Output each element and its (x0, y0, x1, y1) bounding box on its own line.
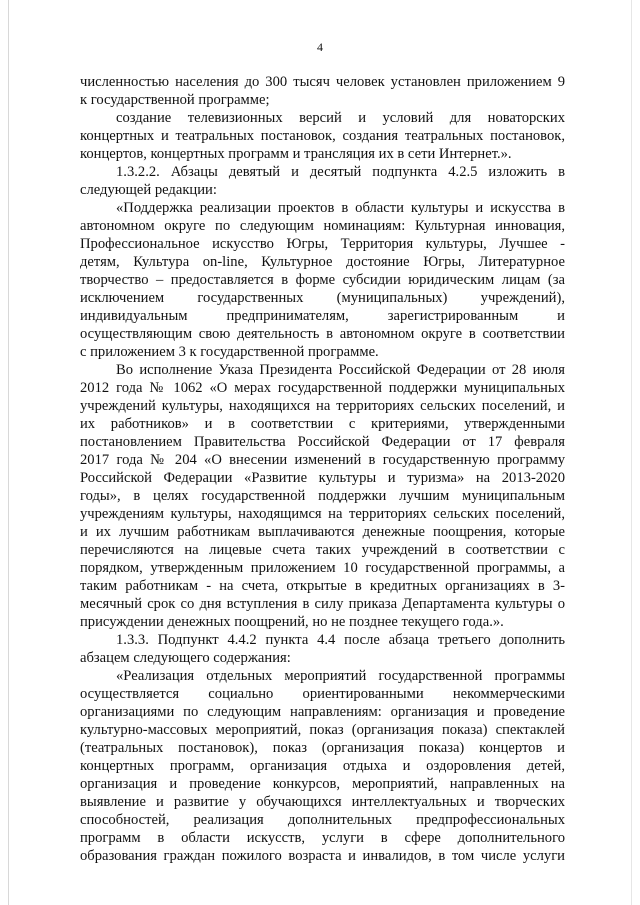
text-line: «Поддержка реализации проектов в области культуры и искусства в (116, 200, 565, 216)
text-line: 1.3.3. Подпункт 4.4.2 пункта 4.4 после абзаца третьего дополнить (116, 632, 565, 648)
text-line: способностей, реализация дополнительных предпрофессиональных (80, 812, 565, 828)
text-line: концертных и театральных постановок, создания театральных постановок, (80, 128, 565, 144)
text-line: к государственной программе; (80, 92, 270, 108)
text-line: создание телевизионных версий и условий для новаторских (116, 110, 565, 126)
text-line: исключением государственных (муниципальных) учреждений), (80, 290, 565, 306)
text-line: 2017 года № 204 «О внесении изменений в государственную программу (80, 452, 565, 468)
text-line: «Реализация отдельных мероприятий государственной программы (116, 668, 565, 684)
text-line: организация и проведение конкурсов, мероприятий, направленных на (80, 776, 565, 792)
text-line: следующей редакции: (80, 182, 217, 198)
text-line: годы», в целях государственной поддержки лучшим муниципальным (80, 488, 565, 504)
text-line: порядком, утвержденным приложением 10 государственной программы, а (80, 560, 565, 576)
text-line: 1.3.2.2. Абзацы девятый и десятый подпункта 4.2.5 изложить в (116, 164, 565, 180)
text-line: выявление и развитие у обучающихся интеллектуальных и творческих (80, 794, 565, 810)
text-line: таким работникам - на счета, открытые в кредитных организациях в 3- (80, 578, 565, 594)
text-line: с приложением 3 к государственной программе. (80, 344, 379, 360)
text-line: постановлением Правительства Российской Федерации от 17 февраля (80, 434, 565, 450)
scan-edge-right (631, 0, 632, 905)
text-line: численностью населения до 300 тысяч человек установлен приложением 9 (80, 74, 565, 90)
text-line: автономном округе по следующим номинациям: Культурная инновация, (80, 218, 565, 234)
text-line: перечисляются на лицевые счета таких учреждений в соответствии с (80, 542, 565, 558)
text-line: осуществляется социально ориентированными некоммерческими (80, 686, 565, 702)
text-line: присуждении денежных поощрений, но не позднее текущего года.». (80, 614, 504, 630)
text-line: их работников» и в соответствии с критериями, утвержденными (80, 416, 565, 432)
text-line: организациями по следующим направлениям: организация и проведение (80, 704, 565, 720)
text-line: 2012 года № 1062 «О мерах государственной поддержки муниципальных (80, 380, 565, 396)
scan-edge-left (8, 0, 9, 905)
text-line: учреждений культуры, находящихся на территориях сельских поселений, и (80, 398, 565, 414)
page-number: 4 (317, 40, 323, 54)
text-line: и их лучшим работникам выплачиваются денежные поощрения, которые (80, 524, 565, 540)
text-line: концертов, концертных программ и трансляция их в сети Интернет.». (80, 146, 512, 162)
text-line: осуществляющим свою деятельность в автономном округе в соответствии (80, 326, 565, 342)
text-line: детям, Культура on-line, Культурное достояние Югры, Литературное (80, 254, 565, 270)
text-line: творчество – предоставляется в форме субсидии юридическим лицам (за (80, 272, 565, 288)
text-line: месячный срок со дня вступления в силу приказа Департамента культуры о (80, 596, 565, 612)
text-line: абзацем следующего содержания: (80, 650, 291, 666)
text-line: программ в области искусств, услуги в сфере дополнительного (80, 830, 565, 846)
text-line: концертных программ, организация отдыха и оздоровления детей, (80, 758, 565, 774)
text-line: Российской Федерации «Развитие культуры и туризма» на 2013-2020 (80, 470, 565, 486)
text-line: образования граждан пожилого возраста и инвалидов, в том числе услуги (80, 848, 565, 864)
text-line: учреждениям культуры, находящимся на территориях сельских поселений, (80, 506, 565, 522)
text-line: (театральных постановок), показ (организация показа) концертов и (80, 740, 565, 756)
text-line: индивидуальным предпринимателям, зарегистрированным и (80, 308, 565, 324)
text-line: Во исполнение Указа Президента Российской Федерации от 28 июля (116, 362, 565, 378)
text-line: Профессиональное искусство Югры, Территория культуры, Лучшее - (80, 236, 565, 252)
text-line: культурно-массовых мероприятий, показ (организация показа) спектаклей (80, 722, 565, 738)
